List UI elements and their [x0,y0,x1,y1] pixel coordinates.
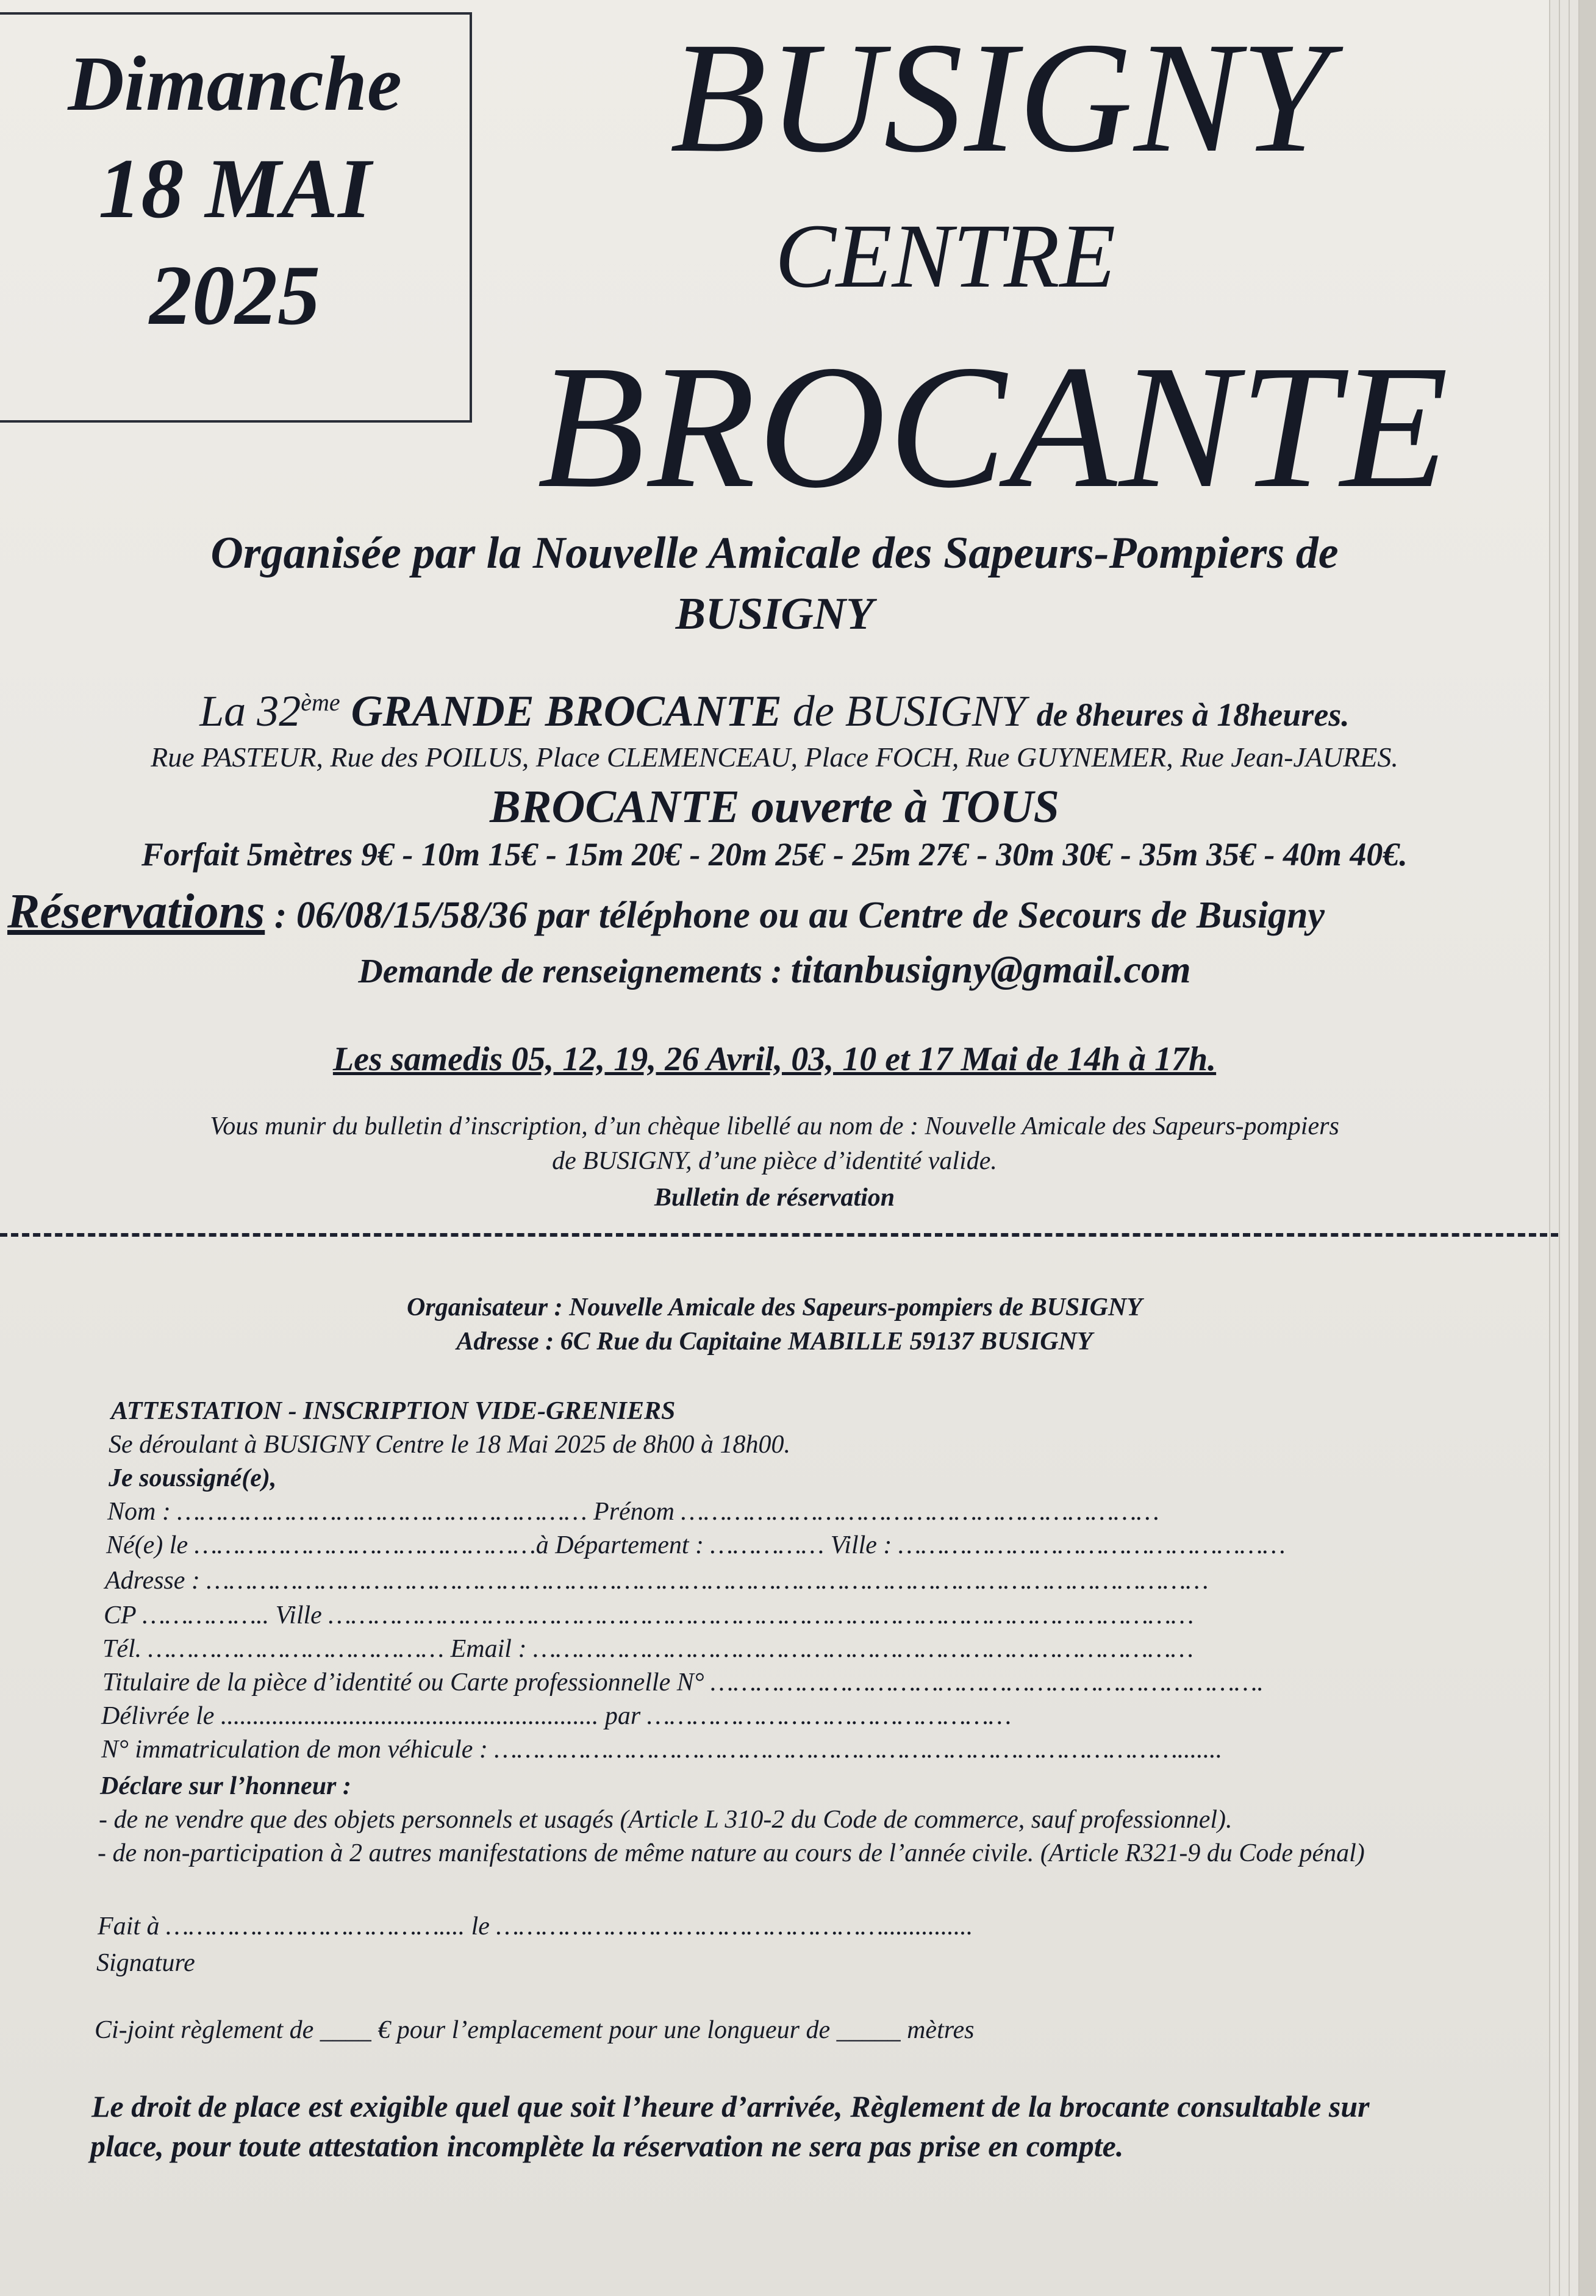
form-cp-ville[interactable]: CP …………….. Ville …………………………………………………………………………………………………… [104,1601,1194,1629]
reservations-label: Réservations [7,885,265,939]
cut-line [0,1233,1558,1237]
edition-hours: de 8heures à 18heures. [1036,696,1350,733]
form-declare: Déclare sur l’honneur : [100,1772,351,1800]
info-label: Demande de renseignements : [358,953,782,990]
organiser-line-2: BUSIGNY [675,589,874,639]
form-organisateur: Organisateur : Nouvelle Amicale des Sapeurs-pompiers de BUSIGNY [407,1293,1142,1321]
form-reglement[interactable]: Ci-joint règlement de ____ € pour l’emplacement pour une longueur de _____ mètres [95,2016,975,2044]
form-adresse-field[interactable]: Adresse : …………………………………………………………………………………………………………………… [105,1567,1209,1595]
date-box [0,12,472,423]
form-subheading: Se déroulant à BUSIGNY Centre le 18 Mai 2025 de 8h00 à 18h00. [109,1431,790,1459]
form-declaration-2: - de non-participation à 2 autres manifestations de même nature au cours de l’année civile. (Article R321-9 du Code pénal) [98,1839,1365,1867]
form-adresse: Adresse : 6C Rue du Capitaine MABILLE 59137 BUSIGNY [456,1328,1093,1356]
edition-line [0,686,1549,737]
reservations-text: : 06/08/15/58/36 par téléphone ou au Centre de Secours de Busigny [274,895,1325,936]
instructions-line-2: de BUSIGNY, d’une pièce d’identité valide. [552,1147,997,1175]
form-signature: Signature [96,1949,195,1977]
title-centre: CENTRE [775,206,1116,307]
info-line [0,947,1549,992]
form-fait-a[interactable]: Fait à ……………………………….... le …………………………………………….............. [98,1912,973,1940]
edition-suffix: ème [301,688,340,716]
form-soussigne: Je soussigné(e), [109,1464,277,1492]
form-heading: ATTESTATION - INSCRIPTION VIDE-GRENIERS [111,1397,676,1425]
form-naissance[interactable]: Né(e) le ………………………………………à Département : …………… Ville : …………………………………………… [106,1531,1286,1559]
edition-grande: GRANDE BROCANTE [351,687,782,735]
title-town: BUSIGNY [670,10,1331,185]
instructions-line-1: Vous munir du bulletin d’inscription, d’un chèque libellé au nom de : Nouvelle Amicale des Sapeurs-pompiers [210,1112,1339,1140]
info-email: titanbusigny@gmail.com [790,948,1191,991]
paper-stack-edge [1569,0,1578,2296]
form-immatriculation[interactable]: N° immatriculation de mon véhicule : ………………………………………………………………………………....... [101,1736,1223,1764]
streets: Rue PASTEUR, Rue des POILUS, Place CLEMENCEAU, Place FOCH, Rue GUYNEMER, Rue Jean-JAURES. [151,742,1398,773]
saturdays: Les samedis 05, 12, 19, 26 Avril, 03, 10 et 17 Mai de 14h à 17h. [332,1040,1217,1078]
edition-number: La 32 [199,687,301,735]
form-nom-prenom[interactable]: Nom : ……………………………………………… Prénom ……………………………………………………… [107,1498,1159,1526]
edition-de: de BUSIGNY [792,687,1026,735]
paper-stack-edge [1578,0,1596,2296]
title-event: BROCANTE [537,329,1451,524]
form-declaration-1: - de ne vendre que des objets personnels et usagés (Article L 310-2 du Code de commerce, sauf professionnel). [99,1806,1233,1834]
organiser-line-1: Organisée par la Nouvelle Amicale des Sapeurs-Pompiers de [210,528,1339,578]
droit-line-2: place, pour toute attestation incomplète la réservation ne sera pas prise en compte. [90,2129,1124,2163]
form-titulaire[interactable]: Titulaire de la pièce d’identité ou Carte professionnelle N° ………………………………………………………………. [102,1668,1264,1697]
bulletin-title: Bulletin de réservation [654,1184,895,1212]
date-day: Dimanche [68,40,402,127]
open-to-all: BROCANTE ouverte à TOUS [490,781,1059,832]
date-year: 2025 [149,248,320,343]
paper-stack-edge [1549,0,1559,2296]
form-tel-email[interactable]: Tél. ………………………………… Email : …………………………………………………………………………… [102,1635,1193,1663]
droit-line-1: Le droit de place est exigible quel que soit l’heure d’arrivée, Règlement de la brocante consultable sur [91,2089,1370,2123]
date-day-month: 18 MAI [98,141,371,236]
form-delivree[interactable]: Délivrée le ........................................................... par ………………………………………… [101,1702,1012,1730]
reservations-line [7,884,1325,940]
paper-stack-edge [1559,0,1569,2296]
pricing: Forfait 5mètres 9€ - 10m 15€ - 15m 20€ - 20m 25€ - 25m 27€ - 30m 30€ - 35m 35€ - 40m 40€. [141,836,1408,873]
